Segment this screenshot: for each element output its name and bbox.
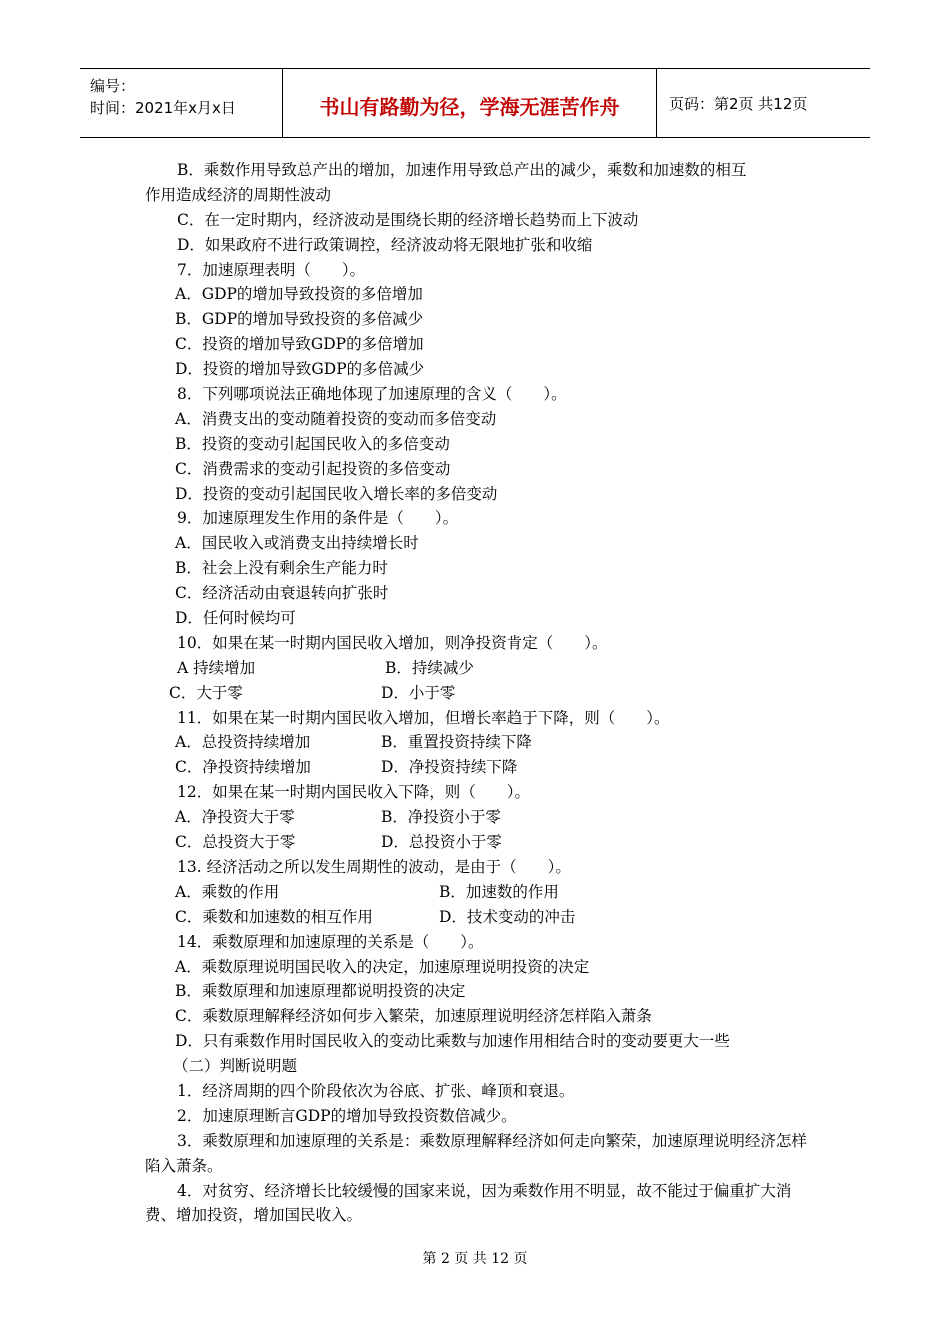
option-row bbox=[145, 730, 825, 755]
option-line: B．乘数原理和加速原理都说明投资的决定 bbox=[175, 982, 466, 1001]
option-row bbox=[145, 681, 825, 706]
option-line: C．消费需求的变动引起投资的多倍变动 bbox=[175, 459, 451, 478]
question-7: 7．加速原理表明（ ）。 bbox=[177, 260, 366, 279]
question-12: 12．如果在某一时期内国民收入下降，则（ ）。 bbox=[177, 783, 530, 802]
judgment-item-1: 1．经济周期的四个阶段依次为谷底、扩张、峰顶和衰退。 bbox=[177, 1081, 575, 1100]
option-line: A．国民收入或消费支出持续增长时 bbox=[175, 534, 419, 553]
question-13: 13. 经济活动之所以发生周期性的波动，是由于（ ）。 bbox=[177, 857, 571, 876]
date-label: 时间：2021年x月x日 bbox=[90, 99, 236, 117]
option-a: A．乘数的作用 bbox=[175, 882, 280, 901]
option-row bbox=[145, 830, 825, 855]
option-a: A．净投资大于零 bbox=[175, 808, 295, 827]
page-footer: 第 2 页 共 12 页 bbox=[422, 1251, 528, 1267]
section-heading: （二）判断说明题 bbox=[173, 1057, 298, 1076]
header-right-cell bbox=[657, 69, 870, 137]
option-line: B．投资的变动引起国民收入的多倍变动 bbox=[175, 434, 450, 453]
option-c: C．乘数和加速数的相互作用 bbox=[175, 907, 373, 926]
option-line: D．投资的变动引起国民收入增长率的多倍变动 bbox=[175, 484, 498, 503]
option-d: D．技术变动的冲击 bbox=[439, 907, 576, 926]
option-row bbox=[145, 755, 825, 780]
judgment-item-3: 3．乘数原理和加速原理的关系是：乘数原理解释经济如何走向繁荣，加速原理说明经济怎样陷入萧条。 bbox=[145, 1131, 807, 1175]
code-label: 编号： bbox=[90, 77, 136, 95]
option-line: D．投资的增加导致GDP的多倍减少 bbox=[175, 360, 425, 379]
header-middle-cell bbox=[283, 69, 657, 137]
option-row bbox=[145, 805, 825, 830]
question-11: 11．如果在某一时期内国民收入增加，但增长率趋于下降，则（ ）。 bbox=[177, 708, 670, 727]
question-9: 9．加速原理发生作用的条件是（ ）。 bbox=[177, 509, 459, 528]
text-line: B．乘数作用导致总产出的增加，加速作用导致总产出的减少，乘数和加速数的相互 bbox=[177, 161, 747, 179]
question-14: 14．乘数原理和加速原理的关系是（ ）。 bbox=[177, 932, 484, 951]
option-line: D．只有乘数作用时国民收入的变动比乘数与加速作用相结合时的变动要更大一些 bbox=[175, 1032, 730, 1051]
option-line: D．任何时候均可 bbox=[175, 609, 296, 628]
option-line: C．乘数原理解释经济如何步入繁荣，加速原理说明经济怎样陷入萧条 bbox=[175, 1007, 652, 1026]
option-c: C．大于零 bbox=[169, 683, 243, 702]
option-line: C．经济活动由衰退转向扩张时 bbox=[175, 584, 389, 603]
option-a: A．总投资持续增加 bbox=[175, 733, 311, 752]
option-row bbox=[145, 880, 825, 905]
text-line: 作用造成经济的周期性波动 bbox=[145, 185, 332, 204]
option-row bbox=[145, 656, 825, 681]
option-b: B．加速数的作用 bbox=[439, 882, 559, 901]
option-d: D．总投资小于零 bbox=[381, 833, 502, 852]
option-line: A．GDP的增加导致投资的多倍增加 bbox=[175, 285, 423, 304]
document-body bbox=[145, 158, 825, 1228]
option-line: A．消费支出的变动随着投资的变动而多倍变动 bbox=[175, 409, 497, 428]
motto: 书山有路勤为径，学海无涯苦作舟 bbox=[319, 95, 620, 119]
question-8: 8．下列哪项说法正确地体现了加速原理的含义（ ）。 bbox=[177, 385, 567, 404]
option-c: C．净投资持续增加 bbox=[175, 758, 311, 777]
option-b: B．重置投资持续下降 bbox=[381, 733, 532, 752]
option-b: B．持续减少 bbox=[385, 658, 474, 677]
header-left-cell bbox=[80, 69, 283, 137]
text-line: D．如果政府不进行政策调控，经济波动将无限地扩张和收缩 bbox=[177, 235, 593, 254]
option-line: B．社会上没有剩余生产能力时 bbox=[175, 559, 388, 578]
judgment-item-4: 4．对贫穷、经济增长比较缓慢的国家来说，因为乘数作用不明显，故不能过于偏重扩大消费、增加投资，增加国民收入。 bbox=[145, 1181, 792, 1225]
option-line: C．投资的增加导致GDP的多倍增加 bbox=[175, 335, 424, 354]
option-row bbox=[145, 905, 825, 930]
page-info: 页码：第2页 共12页 bbox=[669, 95, 808, 113]
option-b: B．净投资小于零 bbox=[381, 808, 501, 827]
question-10: 10．如果在某一时期内国民收入增加，则净投资肯定（ ）。 bbox=[177, 633, 608, 652]
option-d: D．小于零 bbox=[381, 683, 456, 702]
judgment-item-2: 2．加速原理断言GDP的增加导致投资数倍减少。 bbox=[177, 1106, 517, 1125]
option-a: A 持续增加 bbox=[177, 658, 256, 677]
text-line: C．在一定时期内，经济波动是围绕长期的经济增长趋势而上下波动 bbox=[177, 210, 639, 229]
page-header bbox=[80, 68, 870, 138]
option-line: A．乘数原理说明国民收入的决定，加速原理说明投资的决定 bbox=[175, 957, 590, 976]
option-line: B．GDP的增加导致投资的多倍减少 bbox=[175, 310, 424, 329]
option-d: D．净投资持续下降 bbox=[381, 758, 518, 777]
option-c: C．总投资大于零 bbox=[175, 833, 296, 852]
